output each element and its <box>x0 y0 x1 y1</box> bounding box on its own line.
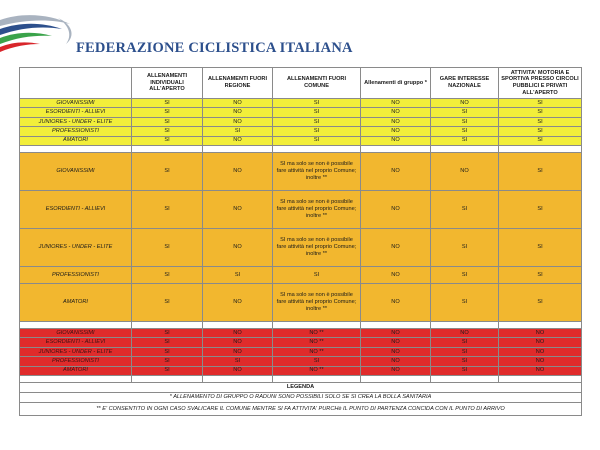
value-cell: NO <box>431 152 499 190</box>
value-cell: NO <box>499 357 582 366</box>
value-cell: NO <box>203 190 273 228</box>
value-cell: NO <box>361 366 431 375</box>
value-cell: NO <box>361 228 431 266</box>
value-cell: SI <box>499 99 582 108</box>
value-cell: NO <box>499 347 582 356</box>
value-cell: NO <box>431 99 499 108</box>
value-cell: SI <box>431 117 499 126</box>
value-cell: NO <box>203 338 273 347</box>
category-cell: GIOVANISSIMI <box>20 152 132 190</box>
value-cell: SI <box>499 127 582 136</box>
value-cell: NO <box>361 99 431 108</box>
category-cell: PROFESSIONISTI <box>20 266 132 283</box>
value-cell: NO <box>361 266 431 283</box>
value-cell: SI <box>431 228 499 266</box>
table-row <box>20 190 582 228</box>
value-cell: SI <box>132 136 203 145</box>
value-cell: SI <box>273 266 361 283</box>
value-cell: SI <box>431 136 499 145</box>
value-cell: SI <box>499 152 582 190</box>
category-cell: GIOVANISSIMI <box>20 328 132 337</box>
value-cell: NO <box>361 283 431 321</box>
table-row <box>20 136 582 145</box>
header-cell: ATTIVITA' MOTORIA E SPORTIVA PRESSO CIRCOLI PUBBLICI E PRIVATI ALL'APERTO <box>499 68 582 99</box>
legend-note-row <box>20 402 582 415</box>
value-cell: NO <box>361 152 431 190</box>
table-row <box>20 283 582 321</box>
value-cell: NO <box>361 136 431 145</box>
legend-note: * ALLENAMENTO DI GRUPPO O RADUNI SONO POSSIBILI SOLO SE SI CREA LA BOLLA SANITARIA <box>20 392 582 402</box>
legend-title: LEGENDA <box>20 382 582 392</box>
value-cell: SI <box>273 357 361 366</box>
value-cell: SI <box>132 347 203 356</box>
value-cell: SI <box>431 283 499 321</box>
table-row <box>20 357 582 366</box>
value-cell: SI <box>431 357 499 366</box>
value-cell: NO <box>203 108 273 117</box>
value-cell: SI <box>132 108 203 117</box>
category-cell: JUNIORES - UNDER - ELITE <box>20 117 132 126</box>
value-cell: NO <box>499 338 582 347</box>
value-cell: NO <box>361 108 431 117</box>
value-cell: SI <box>132 266 203 283</box>
section-gap <box>20 145 582 152</box>
value-cell: SI <box>431 347 499 356</box>
value-cell: NO <box>203 347 273 356</box>
legend-note: ** E' CONSENTITO IN OGNI CASO SVALICARE IL COMUNE MENTRE SI FA ATTIVITA' PURCHè IL PUNTO DI PARTENZA CONCIDA CON IL PUNTO DI ARRIVO <box>20 402 582 415</box>
table-row <box>20 347 582 356</box>
value-cell: SI <box>499 136 582 145</box>
value-cell: SI <box>499 228 582 266</box>
category-cell: JUNIORES - UNDER - ELITE <box>20 347 132 356</box>
value-cell: NO <box>203 136 273 145</box>
value-cell: NO <box>203 283 273 321</box>
value-cell: SI <box>431 127 499 136</box>
value-cell: NO <box>203 328 273 337</box>
table-row <box>20 228 582 266</box>
category-cell: AMATORI <box>20 283 132 321</box>
header-cell: ALLENAMENTI FUORI COMUNE <box>273 68 361 99</box>
header-cell: ALLENAMENTI INDIVIDUALI ALL'APERTO <box>132 68 203 99</box>
value-cell: NO ** <box>273 328 361 337</box>
table-row <box>20 108 582 117</box>
value-cell: SI <box>132 152 203 190</box>
value-cell: SI <box>132 228 203 266</box>
value-cell: NO <box>499 328 582 337</box>
value-cell: SI <box>203 127 273 136</box>
value-cell: NO <box>203 366 273 375</box>
value-cell: NO <box>203 117 273 126</box>
value-cell: SI ma solo se non è possibile fare attività nel proprio Comune; inoltre ** <box>273 152 361 190</box>
value-cell: SI ma solo se non è possibile fare attività nel proprio Comune; inoltre ** <box>273 228 361 266</box>
value-cell: SI <box>132 283 203 321</box>
header-cell <box>20 68 132 99</box>
category-cell: GIOVANISSIMI <box>20 99 132 108</box>
section-gap <box>20 375 582 382</box>
table-row <box>20 266 582 283</box>
value-cell: SI <box>132 190 203 228</box>
category-cell: ESORDIENTI - ALLIEVI <box>20 190 132 228</box>
value-cell: SI ma solo se non è possibile fare attività nel proprio Comune; inoltre ** <box>273 283 361 321</box>
table-row <box>20 117 582 126</box>
value-cell: NO <box>431 328 499 337</box>
section-gap <box>20 321 582 328</box>
value-cell: SI <box>499 283 582 321</box>
category-cell: JUNIORES - UNDER - ELITE <box>20 228 132 266</box>
value-cell: SI <box>499 266 582 283</box>
category-cell: AMATORI <box>20 136 132 145</box>
value-cell: SI <box>203 266 273 283</box>
value-cell: SI <box>499 117 582 126</box>
category-cell: ESORDIENTI - ALLIEVI <box>20 338 132 347</box>
value-cell: SI <box>431 366 499 375</box>
value-cell: NO <box>361 357 431 366</box>
value-cell: SI <box>431 108 499 117</box>
table-row <box>20 328 582 337</box>
value-cell: NO <box>203 228 273 266</box>
category-cell: PROFESSIONISTI <box>20 357 132 366</box>
value-cell: NO ** <box>273 366 361 375</box>
category-cell: AMATORI <box>20 366 132 375</box>
value-cell: NO ** <box>273 338 361 347</box>
value-cell: SI <box>132 117 203 126</box>
table-header-row <box>20 68 582 99</box>
restrictions-table <box>19 67 582 416</box>
table-row <box>20 127 582 136</box>
fci-logo-icon <box>0 14 78 54</box>
value-cell: SI <box>132 328 203 337</box>
value-cell: SI <box>431 338 499 347</box>
value-cell: SI <box>273 99 361 108</box>
value-cell: SI <box>273 136 361 145</box>
header-cell: ALLENAMENTI FUORI REGIONE <box>203 68 273 99</box>
value-cell: NO <box>361 338 431 347</box>
value-cell: SI <box>273 108 361 117</box>
value-cell: NO <box>499 366 582 375</box>
value-cell: SI <box>431 266 499 283</box>
value-cell: SI <box>273 127 361 136</box>
header-cell: Allenamenti di gruppo * <box>361 68 431 99</box>
value-cell: SI <box>132 338 203 347</box>
value-cell: NO <box>361 347 431 356</box>
header-cell: GARE INTERESSE NAZIONALE <box>431 68 499 99</box>
category-cell: ESORDIENTI - ALLIEVI <box>20 108 132 117</box>
value-cell: SI <box>431 190 499 228</box>
page-title: FEDERAZIONE CICLISTICA ITALIANA <box>76 40 353 56</box>
value-cell: NO <box>361 127 431 136</box>
table-row <box>20 99 582 108</box>
table-row <box>20 152 582 190</box>
table-row <box>20 366 582 375</box>
category-cell: PROFESSIONISTI <box>20 127 132 136</box>
value-cell: SI <box>132 99 203 108</box>
value-cell: NO <box>361 328 431 337</box>
value-cell: SI <box>132 357 203 366</box>
value-cell: NO <box>361 117 431 126</box>
value-cell: NO <box>203 152 273 190</box>
value-cell: SI <box>499 108 582 117</box>
value-cell: SI <box>499 190 582 228</box>
value-cell: SI <box>132 127 203 136</box>
value-cell: SI <box>273 117 361 126</box>
legend-note-row <box>20 392 582 402</box>
value-cell: SI <box>203 357 273 366</box>
value-cell: NO <box>361 190 431 228</box>
value-cell: SI ma solo se non è possibile fare attività nel proprio Comune; inoltre ** <box>273 190 361 228</box>
table-row <box>20 338 582 347</box>
value-cell: NO <box>203 99 273 108</box>
value-cell: SI <box>132 366 203 375</box>
value-cell: NO ** <box>273 347 361 356</box>
legend-title-row <box>20 382 582 392</box>
